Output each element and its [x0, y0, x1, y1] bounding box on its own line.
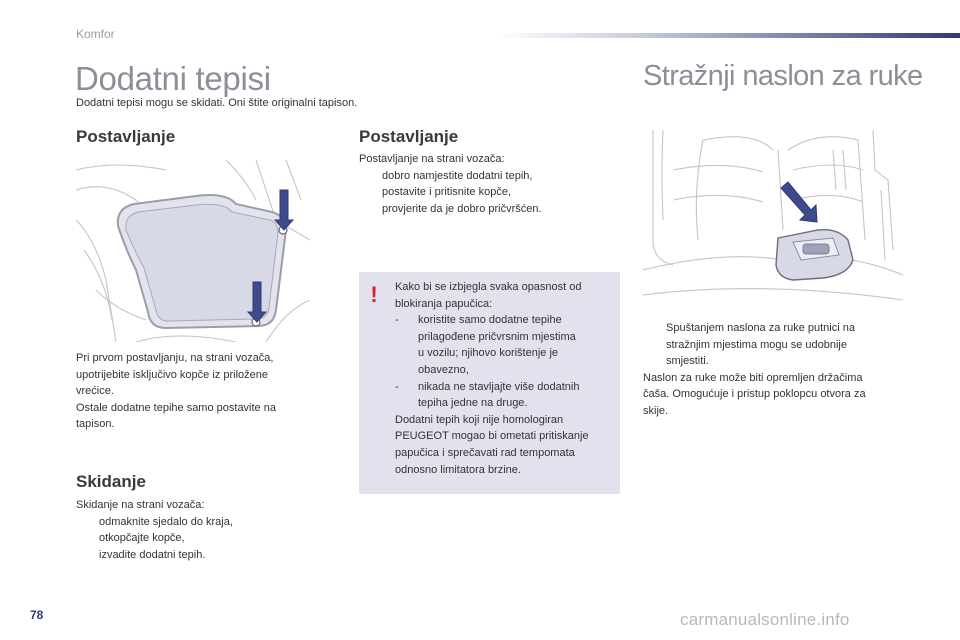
install-right-intro: Postavljanje na strani vozača:	[359, 153, 505, 165]
watermark: carmanualsonline.info	[680, 610, 850, 629]
floor-mat-illustration	[76, 160, 310, 342]
install-right-text	[359, 151, 609, 217]
armrest-illustration	[643, 130, 903, 310]
warning-item-1: - koristite samo dodatne tepihe prilagođene pričvrsnim mjestima u vozilu; njihovo korištenje je obavezno,	[395, 314, 576, 376]
install-right-item-1: dobro namjestite dodatni tepih,	[382, 169, 533, 182]
armrest-text: Spuštanjem naslona za ruke putnici na stražnjim mjestima mogu se udobnije smjestiti. Naslon za ruke može biti opremljen držačima čaša. Omogućuje i pristup poklopcu otvora za skije.	[643, 320, 903, 419]
install-left-line5: tapison.	[76, 418, 115, 430]
removal-item-3: izvadite dodatni tepih.	[99, 548, 206, 561]
heading-install-left: Postavljanje	[76, 127, 176, 146]
section-title-armrest: Stražnji naslon za ruke	[643, 60, 923, 92]
install-right-item-2: postavite i pritisnite kopče,	[382, 186, 512, 198]
floor-mat-drawing	[76, 160, 310, 342]
warning-icon: !	[370, 282, 378, 307]
warning-text: Kako bi se izbjegla svaka opasnost od blokiranja papučica: - koristite samo dodatne tepihe prilagođene pričvrsnim mjestima u vozilu; njihovo korištenje je obavezno, - nikada ne stavljajte više dodatnih tepiha jedne na druge. Dodatni tepih koji nije homologiran PEUGEOT mogao bi ometati pritiskanje papučica i sprečavati rad tempomata odnosno limitatora brzine.	[395, 279, 615, 478]
removal-intro: Skidanje na strani vozača:	[76, 499, 205, 511]
install-left-text	[76, 350, 316, 433]
armrest-shape	[776, 230, 853, 280]
removal-item-1: odmaknite sjedalo do kraja,	[99, 515, 233, 528]
section-label: Komfor	[76, 27, 115, 41]
install-left-line1: Pri prvom postavljanju, na strani vozača,	[76, 352, 274, 364]
armrest-item: Spuštanjem naslona za ruke putnici na stražnjim mjestima mogu se udobnije smjestiti.	[666, 322, 855, 367]
heading-removal: Skidanje	[76, 472, 146, 491]
page-title: Dodatni tepisi	[75, 60, 271, 97]
install-left-line3: vrećice.	[76, 385, 114, 397]
heading-install-right: Postavljanje	[359, 127, 459, 146]
page-subtitle: Dodatni tepisi mogu se skidati. Oni štite originalni tapison.	[76, 97, 358, 109]
install-left-line2: upotrijebite isključivo kopče iz priložene	[76, 368, 268, 381]
install-right-item-3: provjerite da je dobro pričvršćen.	[382, 202, 542, 215]
removal-item-2: otkopčajte kopče,	[99, 532, 185, 544]
page-number: 78	[30, 608, 44, 622]
rear-seat-drawing	[643, 130, 903, 310]
warning-item-2: - nikada ne stavljajte više dodatnih tepiha jedne na druge.	[395, 380, 580, 410]
removal-text	[76, 497, 316, 563]
install-left-line4: Ostale dodatne tepihe samo postavite na	[76, 401, 276, 414]
header-bar	[496, 33, 960, 38]
